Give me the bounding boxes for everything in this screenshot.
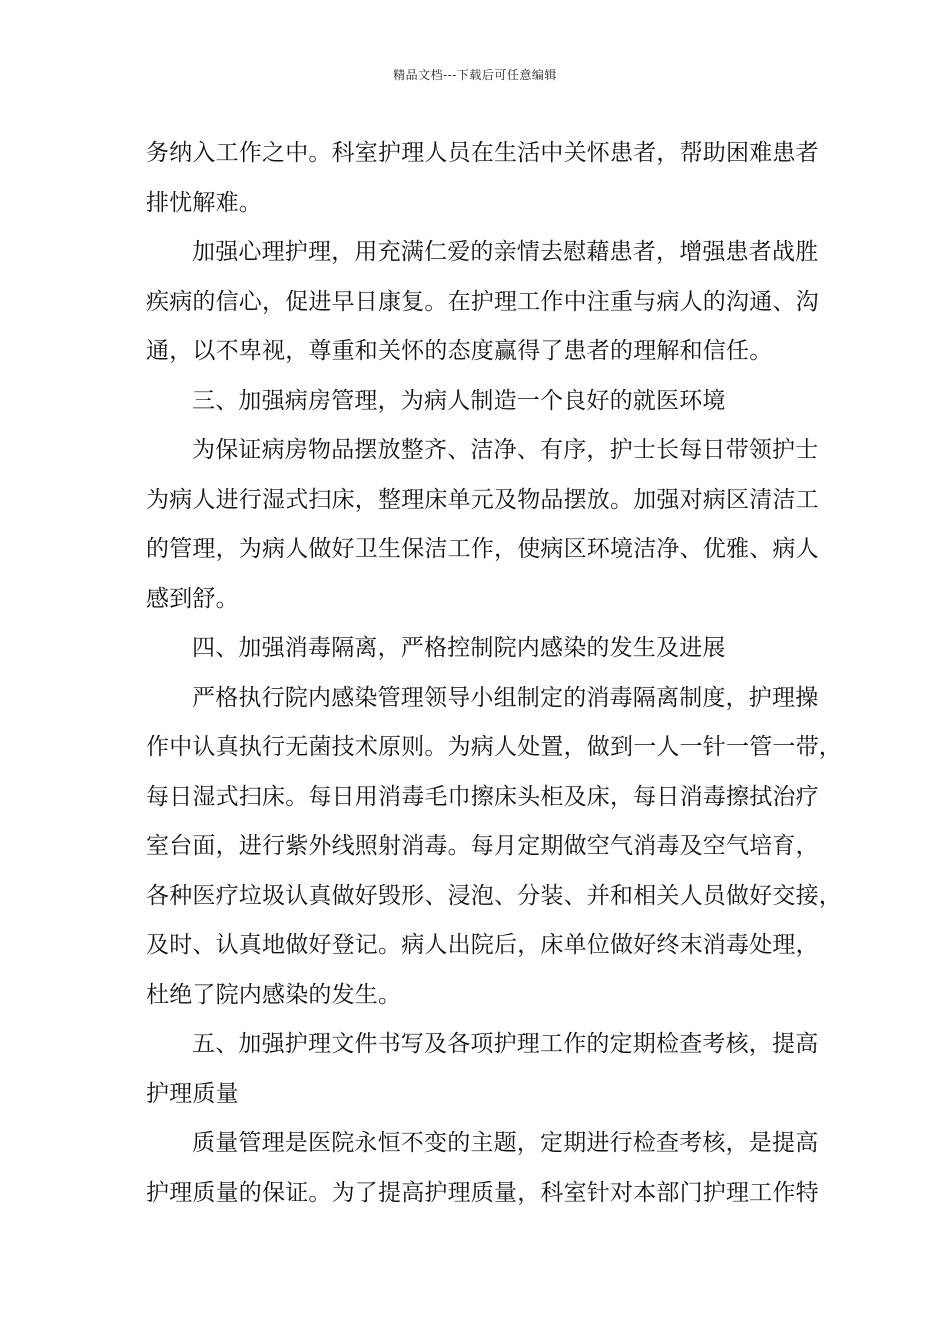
paragraph-first-line: 加强心理护理，用充满仁爱的亲情去慰藉患者，增强患者战胜 [192,239,819,265]
document-body [146,129,842,1218]
text-line: 室台面，进行紫外线照射消毒。每月定期做空气消毒及空气培育， [146,833,819,859]
text-line: 的管理，为病人做好卫生保洁工作，使病区环境洁净、优雅、病人 [146,536,819,562]
text-line: 杜绝了院内感染的发生。 [146,981,402,1008]
text-line: 每日湿式扫床。每日用消毒毛巾擦床头柜及床，每日消毒擦拭治疗 [146,783,819,810]
text-line: 排忧解难。 [146,189,262,216]
paragraph-first-line: 质量管理是医院永恒不变的主题，定期进行检查考核，是提高 [192,1130,819,1156]
text-line: 疾病的信心，促进早日康复。在护理工作中注重与病人的沟通、沟 [146,288,819,315]
section-heading: 四、加强消毒隔离，严格控制院内感染的发生及进展 [192,635,726,661]
paragraph-first-line: 为保证病房物品摆放整齐、洁净、有序，护士长每日带领护士 [192,437,819,463]
page-header: 精品文档---下载后可任意编辑 [393,68,557,82]
section-heading: 三、加强病房管理，为病人制造一个良好的就医环境 [192,387,726,414]
text-line: 及时、认真地做好登记。病人出院后，床单位做好终末消毒处理， [146,932,819,958]
section-heading: 五、加强护理文件书写及各项护理工作的定期检查考核，提高 [192,1031,819,1057]
text-line: 通，以不卑视，尊重和关怀的态度赢得了患者的理解和信任。 [146,338,773,364]
text-line: 作中认真执行无菌技术原则。为病人处置，做到一人一针一管一带， [146,734,842,760]
section-heading-continuation: 护理质量 [146,1080,239,1107]
text-line: 护理质量的保证。为了提高护理质量，科室针对本部门护理工作特 [146,1179,819,1206]
text-line: 感到舒。 [146,585,239,612]
paragraph-first-line: 严格执行院内感染管理领导小组制定的消毒隔离制度，护理操 [192,684,819,711]
text-line: 各种医疗垃圾认真做好毁形、浸泡、分装、并和相关人员做好交接， [146,882,842,909]
text-line: 为病人进行湿式扫床，整理床单元及物品摆放。加强对病区清洁工 [146,486,819,513]
text-line: 务纳入工作之中。科室护理人员在生活中关怀患者，帮助困难患者 [146,140,819,166]
